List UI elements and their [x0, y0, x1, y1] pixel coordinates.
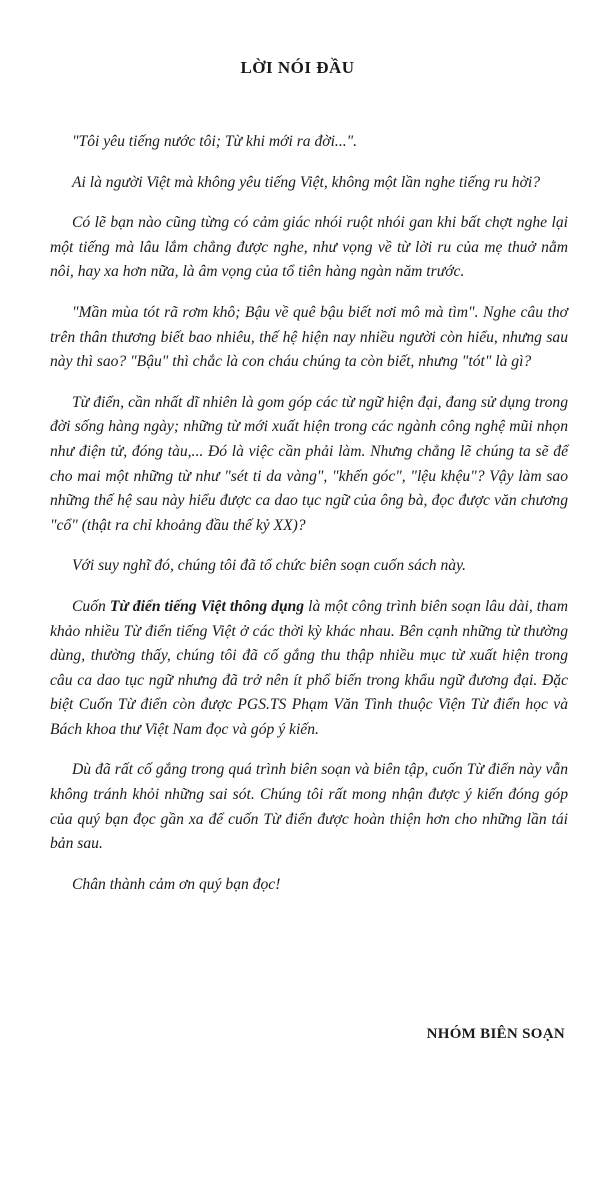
paragraph-compilation: Với suy nghĩ đó, chúng tôi đã tổ chức biên soạn cuốn sách này.: [72, 557, 467, 575]
preface-body: [50, 130, 568, 913]
paragraph-dictionary-purpose: Từ điển, cần nhất dĩ nhiên là gom góp các từ ngữ hiện đại, đang sử dụng trong đời sống hàng ngày; những từ mới xuất hiện trong các ngành công nghệ mũi nhọn như điện tử, đóng tàu,... Đó là việc cần phải làm. Nhưng chẳng lẽ chúng ta sẽ để cho mai một những từ như "sét ti da vàng", "khến góc", "lệu khệu"? Vậy làm sao những thế hệ sau này hiểu được ca dao tục ngữ của ông bà, đọc được văn chương "cổ" (thật ra chỉ khoảng đầu thế kỷ XX)?: [50, 393, 568, 534]
book-description-post: là một công trình biên soạn lâu dài, tham khảo nhiều Từ điển tiếng Việt ở các thời kỳ khác nhau. Bên cạnh những từ thường dùng, thường thấy, chúng tôi đã cố gắng thu thập nhiều mục từ xuất hiện trong câu ca dao tục ngữ nhưng đã trở nên ít phổ biến trong khẩu ngữ đương đại. Đặc biệt Cuốn Từ điển còn được PGS.TS Phạm Văn Tình thuộc Viện Từ điển học và Bách khoa thư Việt Nam đọc và góp ý kiến.: [50, 597, 568, 738]
paragraph-question: Ai là người Việt mà không yêu tiếng Việt, không một lần nghe tiếng ru hời?: [72, 173, 541, 191]
paragraph-book-description: [50, 595, 568, 743]
book-title: Từ điển tiếng Việt thông dụng: [109, 597, 305, 615]
paragraph-poem: "Mần mùa tót rã rơm khô; Bậu về quê bậu biết nơi mô mà tìm". Nghe câu thơ trên thân thương biết bao nhiêu, thế hệ hiện nay nhiều người còn hiểu, nhưng sau này thì sao? "Bậu" thì chắc là con cháu chúng ta còn biết, nhưng "tót" là gì?: [50, 303, 568, 371]
signature: NHÓM BIÊN SOẠN: [426, 1026, 565, 1042]
paragraph-lullaby: Có lẽ bạn nào cũng từng có cảm giác nhói ruột nhói gan khi bất chợt nghe lại một tiếng mà lâu lắm chẳng được nghe, như vọng về từ lời ru của mẹ thuở nằm nôi, hay xa hơn nữa, là âm vọng của tổ tiên hàng ngàn năm trước.: [50, 214, 568, 281]
paragraph-quote: "Tôi yêu tiếng nước tôi; Từ khi mới ra đời...".: [72, 133, 358, 150]
page-title: LỜI NÓI ĐẦU: [240, 58, 355, 77]
book-description-pre: Cuốn: [72, 597, 110, 615]
paragraph-thanks: Chân thành cảm ơn quý bạn đọc!: [72, 875, 281, 893]
paragraph-feedback: Dù đã rất cố gắng trong quá trình biên soạn và biên tập, cuốn Từ điển này vẫn không tránh khỏi những sai sót. Chúng tôi rất mong nhận được ý kiến đóng góp của quý bạn đọc gần xa để cuốn Từ điển được hoàn thiện hơn cho những lần tái bản sau.: [50, 761, 568, 853]
